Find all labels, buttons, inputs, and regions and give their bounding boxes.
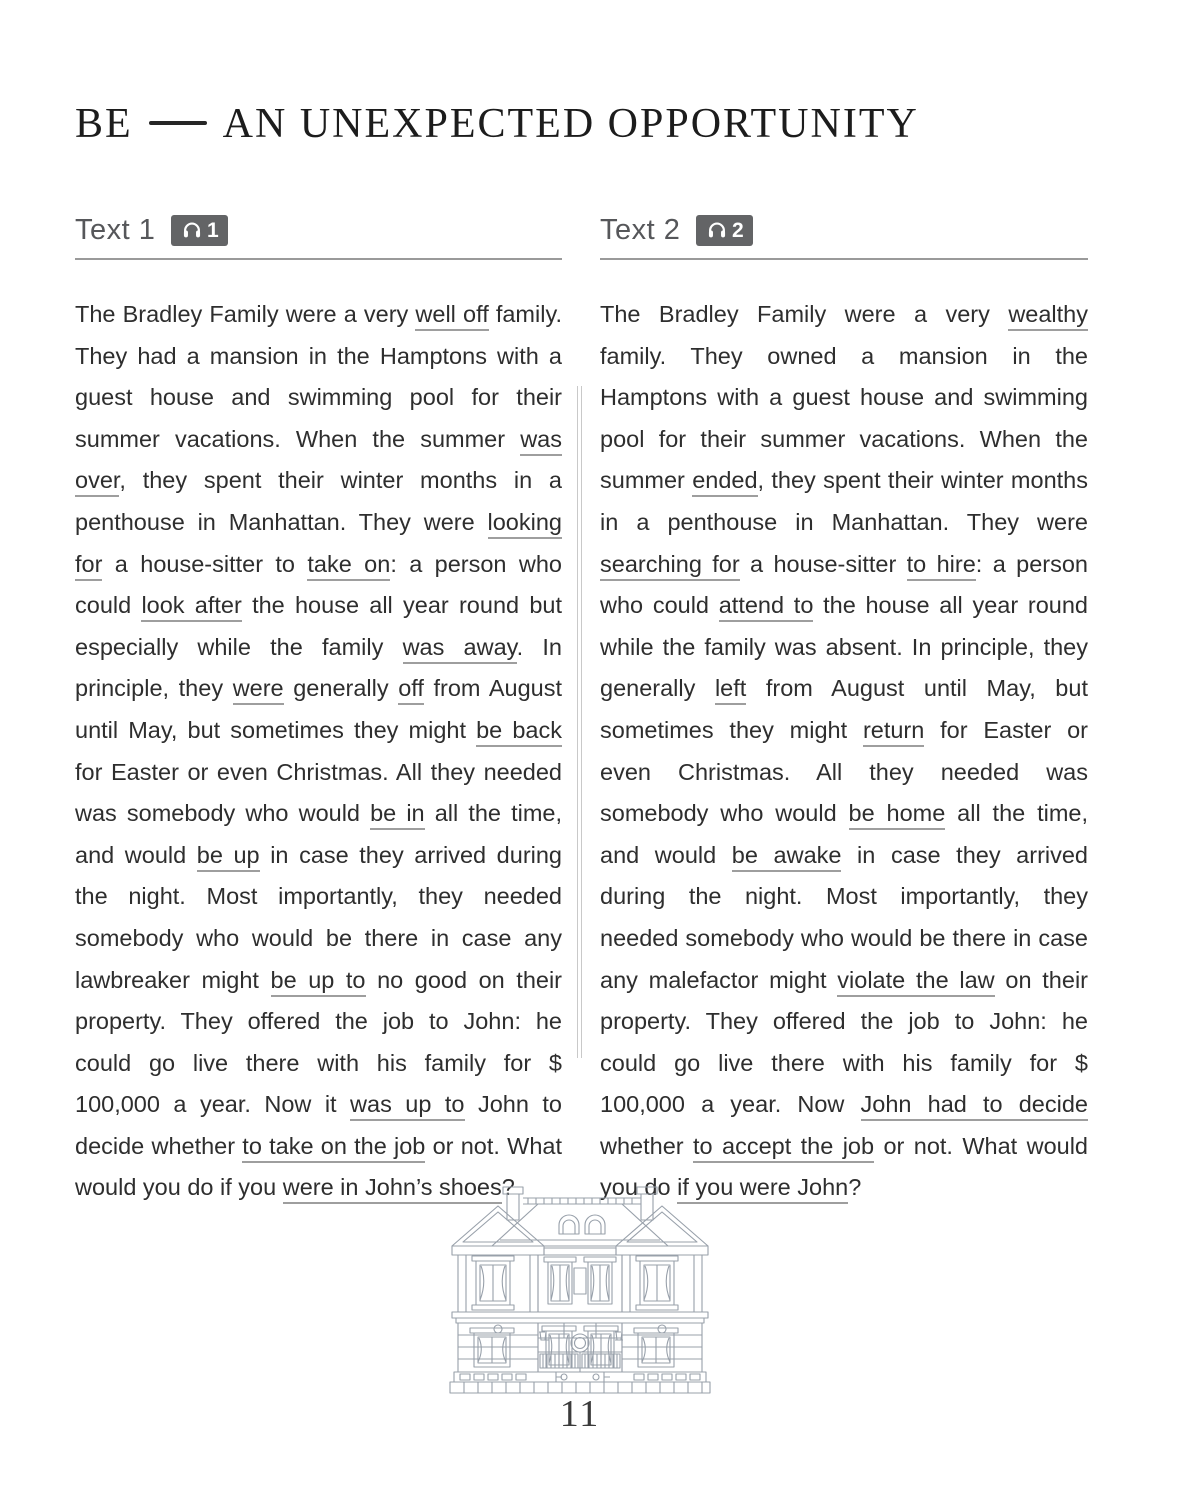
underlined-phrase: attend to (719, 592, 814, 622)
underlined-phrase: be up to (271, 967, 366, 997)
underlined-phrase: be home (849, 800, 946, 830)
text-run: whether (600, 1132, 694, 1159)
text-run: from August until May, but sometimes they might (75, 675, 562, 743)
text-run: the house all year round but especially while the family (75, 592, 562, 660)
page-number: 11 (559, 1393, 601, 1435)
underlined-phrase: searching for (600, 551, 740, 581)
text-run: in case they arrived during the night. Most importantly, they needed somebody who would be there in case any malefactor might (600, 841, 1089, 993)
upper-right-pavilion (622, 1255, 702, 1312)
chimney-cap-right (637, 1187, 657, 1194)
mansion-illustration (444, 1182, 716, 1394)
underlined-phrase: well off (415, 301, 488, 331)
text-run: The Bradley Family were a very (600, 301, 1009, 327)
text-run: a house-sitter (739, 550, 907, 577)
title-dash (149, 121, 207, 125)
text-run: the house all year round while the family was absent. In principle, they generally (600, 592, 1088, 702)
audio-track-badge-2 (696, 215, 753, 246)
text-run: The Bradley Family were a very (75, 301, 416, 327)
underlined-phrase: be back (476, 717, 562, 747)
underlined-phrase: look after (141, 592, 241, 622)
text2-header (600, 212, 1088, 260)
text-run: a house-sitter to (102, 550, 308, 577)
audio-track-number: 2 (732, 218, 744, 242)
text-run: : a person who could (75, 550, 562, 619)
text-run: from August until May, but sometimes they might (600, 675, 1088, 743)
underlined-phrase: violate the law (837, 967, 994, 997)
text2-column (600, 212, 1088, 1209)
underlined-phrase: looking for (75, 509, 562, 581)
text-run: . In principle, they (75, 633, 562, 702)
text1-label: Text 1 (75, 213, 156, 246)
underlined-phrase: ended (692, 467, 757, 497)
underlined-phrase: be in (370, 800, 425, 830)
text-run: , they spent their winter months in a penthouse in Manhattan. They were (75, 467, 562, 535)
underlined-phrase: wealthy (1008, 301, 1088, 331)
underlined-phrase: to accept the job (693, 1133, 874, 1163)
audio-track-number: 1 (207, 218, 219, 242)
underlined-phrase: to hire (907, 551, 976, 581)
text1-header (75, 212, 562, 260)
text-run: ? (848, 1174, 862, 1201)
underlined-phrase: be awake (732, 842, 842, 872)
text2-body (600, 294, 1088, 1209)
title-main: AN UNEXPECTED OPPORTUNITY (222, 101, 919, 147)
text-run: all the time, and would (600, 800, 1088, 868)
underlined-phrase: was away (403, 634, 517, 664)
underlined-phrase: return (863, 717, 924, 747)
dormer-right (585, 1215, 605, 1234)
text-run: for Easter or even Christmas. All they needed was somebody who would (75, 758, 562, 827)
text-run: family. They had a mansion in the Hamptons with a guest house and swimming pool for their summer vacations. When the summer (75, 301, 562, 452)
text-run: John to decide whether (75, 1091, 562, 1159)
text-run: or not. What would you do (600, 1132, 1089, 1201)
text-run: ? (501, 1174, 515, 1201)
title-word-be: BE (75, 101, 133, 147)
text-run: all the time, and would (75, 800, 562, 868)
text-run: no good on their property. They offered the job to John: he could go live there with his family for $ 100,000 a year. Now it (75, 966, 563, 1118)
underlined-phrase: were in John’s shoes (283, 1174, 502, 1204)
headphones-icon (181, 219, 203, 241)
underlined-phrase: be up (197, 842, 260, 872)
text-run: or not. What would you do if you (75, 1132, 562, 1201)
underlined-phrase: if you were John (677, 1174, 848, 1204)
underlined-phrase: were (233, 675, 284, 705)
underlined-phrase: off (398, 675, 424, 705)
audio-track-badge-1 (171, 215, 228, 246)
text-run: on their property. They offered the job to John: he could go live there with his family for $ 100,000 a year. Now (600, 966, 1088, 1118)
underlined-phrase: was over (75, 426, 562, 498)
text1-body (75, 294, 562, 1209)
upper-left-pavilion (458, 1255, 538, 1312)
text-run: generally (283, 675, 399, 702)
dormer-left (559, 1215, 579, 1234)
text1-column (75, 212, 562, 1209)
headphones-icon (706, 219, 728, 241)
underlined-phrase: left (715, 675, 746, 705)
text-run: , they spent their winter months in a penthouse in Manhattan. They were (600, 467, 1088, 535)
underlined-phrase: John had to decide (861, 1091, 1088, 1121)
underlined-phrase: to take on the job (242, 1133, 425, 1163)
text-run: : a person who could (600, 550, 1088, 619)
medallion (571, 1334, 589, 1352)
underlined-phrase: was up to (350, 1091, 464, 1121)
column-divider (577, 386, 582, 1058)
text2-label: Text 2 (600, 213, 681, 246)
text-run: family. They owned a mansion in the Hamptons with a guest house and swimming pool for their summer vacations. When the summer (600, 342, 1088, 494)
page-title (75, 100, 919, 148)
text-run: for Easter or even Christmas. All they needed was somebody who would (600, 716, 1088, 827)
underlined-phrase: take on (307, 551, 390, 581)
text-run: in case they arrived during the night. Most importantly, they needed somebody who would be there in case any lawbreaker might (75, 841, 562, 993)
chimney-cap-left (503, 1187, 523, 1194)
